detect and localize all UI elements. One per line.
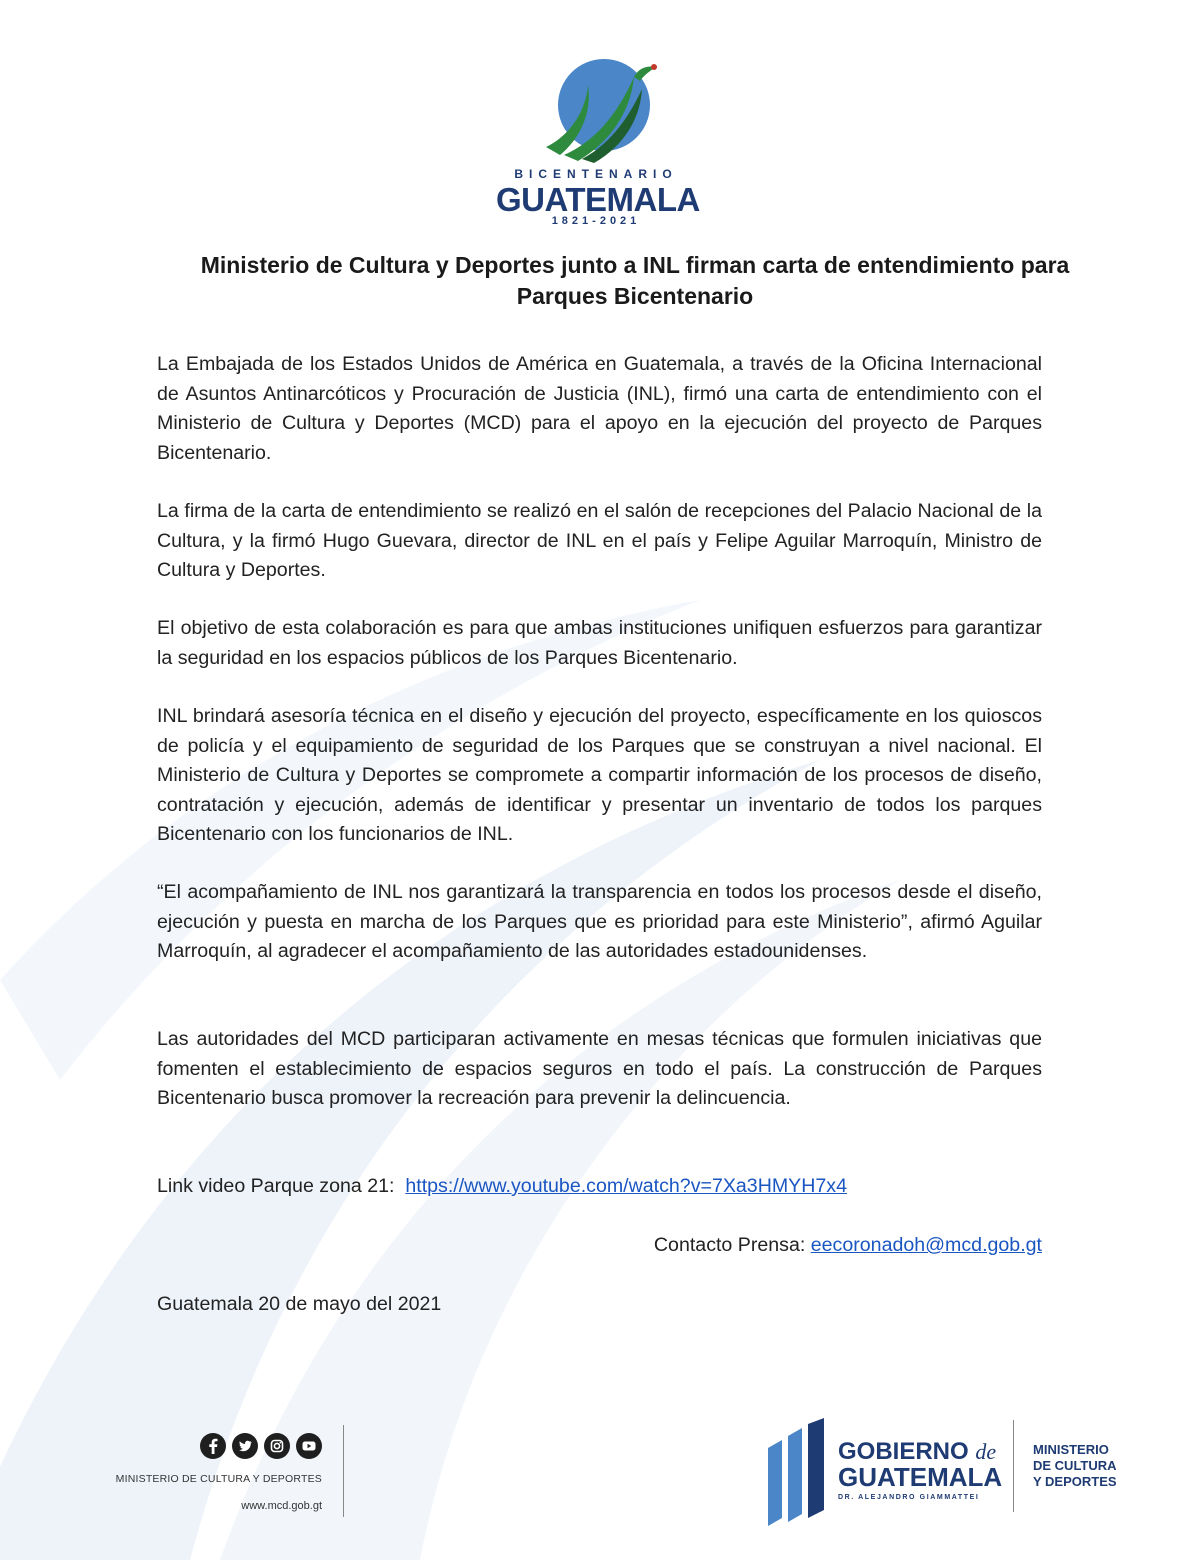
document-date: Guatemala 20 de mayo del 2021 xyxy=(157,1293,442,1315)
footer-ministry-name: MINISTERIO DE CULTURA Y DEPORTES xyxy=(115,1473,322,1485)
gob-line2: GUATEMALA xyxy=(838,1462,1003,1492)
instagram-icon[interactable] xyxy=(264,1433,290,1459)
paragraph-4: INL brindará asesoría técnica en el diseño y ejecución del proyecto, específicamente en los quioscos de policía y el equipamiento de seguridad de los Parques que se construyan a nivel nacional. El Ministerio de Cultura y Deportes se compromete a compartir información de los procesos de diseño, contratación y ejecución, además de identificar y presentar un inventario de todos los parques Bicentenario con los funcionarios de INL. xyxy=(157,705,1042,845)
gob-line1: GOBIERNO xyxy=(838,1438,969,1465)
twitter-icon[interactable] xyxy=(232,1433,258,1459)
social-icons xyxy=(200,1433,322,1459)
paragraph-6: Las autoridades del MCD participaran activamente en mesas técnicas que formulen iniciativas que fomenten el establecimiento de espacios seguros en todo el país. La construcción de Parques Bicentenario busca promover la recreación para prevenir la delincuencia. xyxy=(157,1028,1042,1109)
footer-website[interactable]: www.mcd.gob.gt xyxy=(241,1500,322,1512)
press-contact-label: Contacto Prensa: xyxy=(653,1234,806,1256)
press-contact-email[interactable]: eecoronadoh@mcd.gob.gt xyxy=(810,1234,1042,1256)
youtube-icon[interactable] xyxy=(296,1433,322,1459)
logo-main-text: GUATEMALA xyxy=(496,181,700,218)
logo-top-line: BICENTENARIO xyxy=(514,167,678,181)
bicentenario-emblem xyxy=(526,55,666,165)
logo-years: 1821-2021 xyxy=(551,215,641,227)
paragraph-2: La firma de la carta de entendimiento se realizó en el salón de recepciones del Palacio Nacional de la Cultura, y la firmó Hugo Guevara, director de INL en el país y Felipe Aguilar Marroquín, Ministro de Cultura y Deportes. xyxy=(157,500,1042,581)
mcd-line2: DE CULTURA xyxy=(1033,1458,1117,1473)
page-title: Ministerio de Cultura y Deportes junto a INL firman carta de entendimiento para Parques Bicentenario xyxy=(200,252,1070,309)
bicentenario-logo xyxy=(496,55,700,235)
paragraph-5: “El acompañamiento de INL nos garantizará la transparencia en todos los procesos desde el diseño, ejecución y puesta en marcha de los Parques que es prioridad para este Ministerio”, afirmó Aguilar Marroquín, al agradecer el acompañamiento de las autoridades estadounidenses. xyxy=(157,881,1042,962)
video-link-label: Link video Parque zona 21: xyxy=(157,1175,395,1197)
footer-government-block xyxy=(768,1418,1148,1528)
paragraph-1: La Embajada de los Estados Unidos de América en Guatemala, a través de la Oficina Internacional de Asuntos Antinarcóticos y Procuración de Justicia (INL), firmó una carta de entendimiento con el Ministerio de Cultura y Deportes (MCD) para el apoyo en la ejecución del proyecto de Parques Bicentenario. xyxy=(157,353,1042,464)
government-name xyxy=(838,1440,1002,1501)
government-emblem xyxy=(768,1418,830,1526)
footer-ministry-block xyxy=(110,1425,350,1525)
press-contact xyxy=(654,1231,1042,1261)
footer-divider-right xyxy=(1013,1420,1014,1512)
paragraph-3: El objetivo de esta colaboración es para que ambas instituciones unifiquen esfuerzos para garantizar la seguridad en los espacios públicos de los Parques Bicentenario. xyxy=(157,617,1042,669)
gob-line3: DR. ALEJANDRO GIAMMATTEI xyxy=(838,1494,980,1501)
video-link-line xyxy=(157,1172,847,1202)
footer-divider-left xyxy=(343,1425,344,1517)
mcd-line1: MINISTERIO xyxy=(1033,1442,1109,1457)
mcd-line3: Y DEPORTES xyxy=(1033,1474,1117,1489)
mcd-name xyxy=(1033,1442,1117,1490)
gob-de: de xyxy=(975,1439,997,1464)
facebook-icon[interactable] xyxy=(200,1433,226,1459)
video-link[interactable]: https://www.youtube.com/watch?v=7Xa3HMYH7x4 xyxy=(405,1175,847,1197)
